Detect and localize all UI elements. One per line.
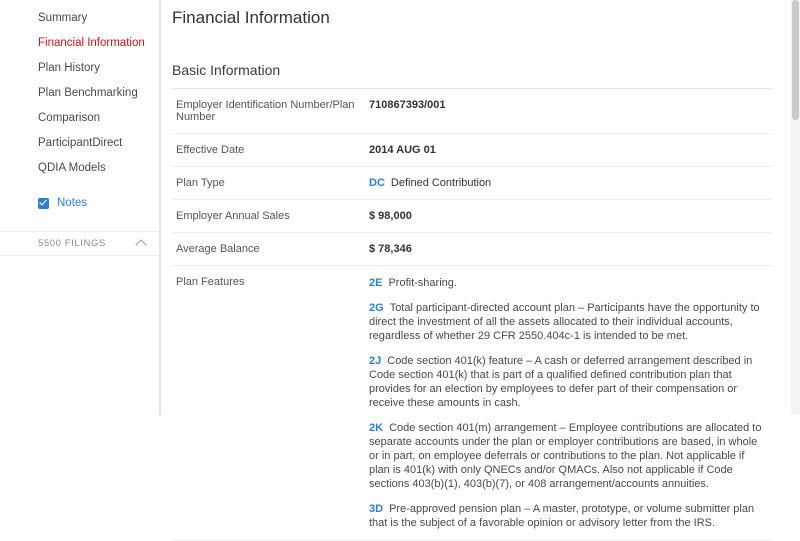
list-item <box>369 502 768 530</box>
table-row <box>172 200 772 233</box>
plan-type-code: DC <box>369 177 385 189</box>
table-row <box>172 233 772 266</box>
feature-code: 2E <box>369 277 383 289</box>
feature-text: Code section 401(k) feature – A cash or deferred arrangement described in Code section 401(k) that is part of a qualified defined contribution plan that provides for an election by employees to defer part of their compensation or receive these amounts in cash. <box>369 355 753 409</box>
basic-information-table <box>172 88 772 541</box>
sidebar-item-qdia-models[interactable]: QDIA Models <box>38 162 106 174</box>
table-row <box>172 89 772 134</box>
row-label: Employer Identification Number/Plan Number <box>176 99 355 123</box>
page-title: Financial Information <box>172 8 330 27</box>
row-value: 710867393/001 <box>369 99 446 111</box>
feature-code: 2J <box>369 355 382 367</box>
main-content <box>160 0 800 529</box>
plan-features-list <box>365 266 772 541</box>
row-value: 2014 AUG 01 <box>369 144 436 156</box>
content-inner <box>160 8 800 541</box>
table-row <box>172 134 772 167</box>
list-item <box>369 276 768 290</box>
table-row-plan-features <box>172 266 772 541</box>
sidebar <box>0 0 160 415</box>
sidebar-item-plan-benchmarking[interactable]: Plan Benchmarking <box>38 87 138 99</box>
feature-code: 2G <box>369 302 384 314</box>
chevron-up-icon[interactable] <box>135 239 146 250</box>
plan-type-text: Defined Contribution <box>390 177 492 189</box>
sidebar-item-comparison[interactable]: Comparison <box>38 112 100 124</box>
list-item <box>369 301 768 343</box>
sidebar-item-summary[interactable]: Summary <box>38 12 88 24</box>
content-left-rail <box>160 0 161 415</box>
row-label: Employer Annual Sales <box>176 210 290 222</box>
row-value: $ 98,000 <box>369 210 412 222</box>
sidebar-section-label: 5500 FILINGS <box>38 238 106 249</box>
row-label: Plan Features <box>176 276 245 288</box>
checkbox-checked-icon[interactable] <box>38 198 49 209</box>
list-item <box>369 354 768 410</box>
row-label: Average Balance <box>176 243 260 255</box>
sidebar-item-participantdirect[interactable]: ParticipantDirect <box>38 137 123 149</box>
subsection-title: Basic Information <box>172 62 281 78</box>
row-value: $ 78,346 <box>369 243 412 255</box>
feature-text: Total participant-directed account plan – Participants have the opportunity to direct the investment of all the assets allocated to their individual accounts, regardless of whether 29 CFR 2550.404c-1 is intended to be met. <box>369 302 760 342</box>
list-item <box>369 421 768 491</box>
row-label: Plan Type <box>176 177 225 189</box>
notes-label: Notes <box>57 197 88 209</box>
feature-code: 2K <box>369 422 384 434</box>
row-value <box>365 167 772 200</box>
table-row <box>172 167 772 200</box>
feature-text: Code section 401(m) arrangement – Employee contributions are allocated to separate accounts under the plan or employer contributions are based, in whole or in part, on employee deferrals or contributions to the plan. Not applicable if plan is 401(k) with only QNECs and/or QMACs. Also not applicable if Code sections 403(b)(1), 403(b)(7), or 408 arrangement/accounts annuities. <box>369 422 762 490</box>
sidebar-nav-list <box>0 6 159 181</box>
feature-text: Profit-sharing. <box>388 277 457 289</box>
scrollbar-thumb[interactable] <box>792 0 799 120</box>
sidebar-item-financial-information[interactable]: Financial Information <box>38 37 145 49</box>
sidebar-section-5500-filings[interactable] <box>0 231 159 256</box>
vertical-scrollbar[interactable] <box>791 0 800 415</box>
row-label: Effective Date <box>176 144 245 156</box>
sidebar-item-notes[interactable] <box>0 191 159 215</box>
feature-text: Pre-approved pension plan – A master, prototype, or volume submitter plan that is the subject of a favorable opinion or advisory letter from the IRS. <box>369 503 755 529</box>
sidebar-item-plan-history[interactable]: Plan History <box>38 62 100 74</box>
feature-code: 3D <box>369 503 384 515</box>
